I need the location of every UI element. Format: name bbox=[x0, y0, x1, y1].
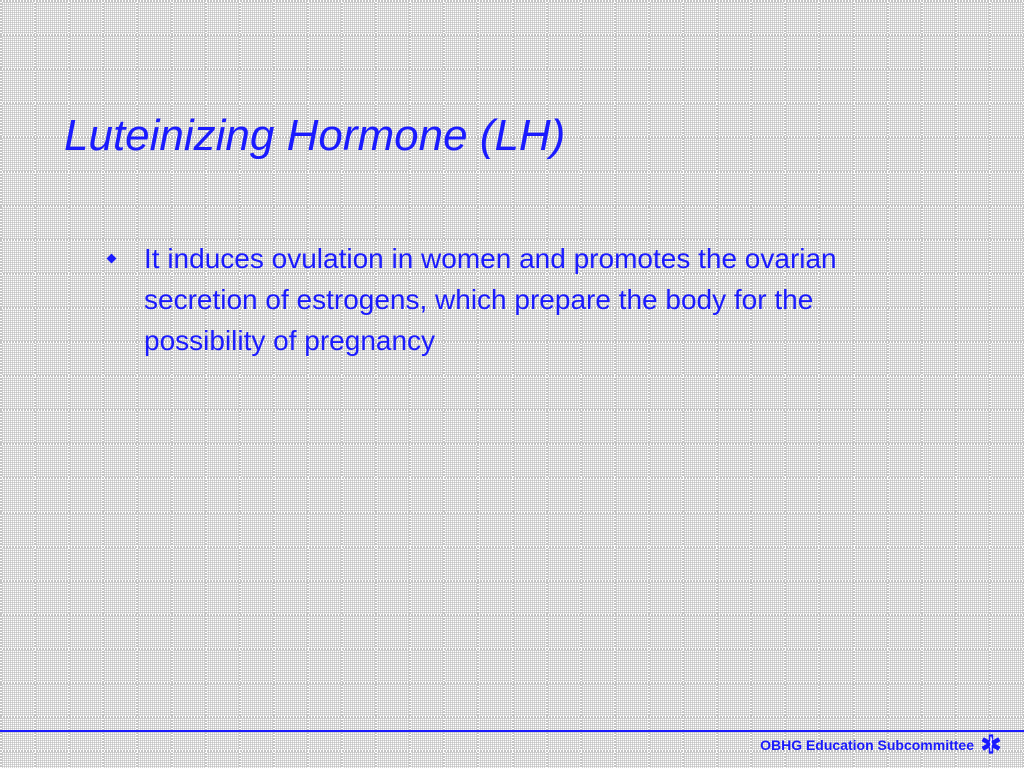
grid-line-horizontal bbox=[0, 716, 1024, 718]
bullet-list bbox=[108, 238, 898, 361]
grid-line-horizontal bbox=[0, 205, 1024, 207]
grid-line-horizontal bbox=[0, 682, 1024, 684]
grid-line-vertical bbox=[682, 0, 684, 768]
grid-line-horizontal bbox=[0, 171, 1024, 173]
grid-line-vertical bbox=[580, 0, 582, 768]
footer-text: OBHG Education Subcommittee bbox=[760, 737, 974, 753]
grid-line-vertical bbox=[853, 0, 855, 768]
grid-line-vertical bbox=[716, 0, 718, 768]
grid-line-vertical bbox=[784, 0, 786, 768]
grid-line-horizontal bbox=[0, 477, 1024, 479]
grid-line-vertical bbox=[34, 0, 36, 768]
bullet-item bbox=[108, 238, 898, 361]
grid-line-vertical bbox=[989, 0, 991, 768]
grid-line-vertical bbox=[648, 0, 650, 768]
grid-line-horizontal bbox=[0, 648, 1024, 650]
grid-line-horizontal bbox=[0, 443, 1024, 445]
grid-line-horizontal bbox=[0, 102, 1024, 104]
grid-line-horizontal bbox=[0, 512, 1024, 514]
grid-line-vertical bbox=[955, 0, 957, 768]
grid-line-horizontal bbox=[0, 546, 1024, 548]
grid-line-vertical bbox=[0, 0, 2, 768]
grid-line-vertical bbox=[818, 0, 820, 768]
slide-title: Luteinizing Hormone (LH) bbox=[64, 111, 566, 160]
grid-line-vertical bbox=[750, 0, 752, 768]
grid-line-vertical bbox=[614, 0, 616, 768]
grid-line-vertical bbox=[887, 0, 889, 768]
grid-line-horizontal bbox=[0, 614, 1024, 616]
star-of-life-icon bbox=[980, 733, 1002, 755]
grid-line-horizontal bbox=[0, 580, 1024, 582]
grid-line-horizontal bbox=[0, 0, 1024, 2]
grid-line-horizontal bbox=[0, 34, 1024, 36]
bullet-text: It induces ovulation in women and promotes the ovarian secretion of estrogens, which prepare the body for the possibility of pregnancy bbox=[144, 243, 837, 356]
grid-line-horizontal bbox=[0, 68, 1024, 70]
grid-line-vertical bbox=[921, 0, 923, 768]
footer-divider bbox=[0, 730, 1024, 732]
diamond-bullet-icon bbox=[107, 254, 117, 264]
grid-line-horizontal bbox=[0, 409, 1024, 411]
grid-line-horizontal bbox=[0, 375, 1024, 377]
